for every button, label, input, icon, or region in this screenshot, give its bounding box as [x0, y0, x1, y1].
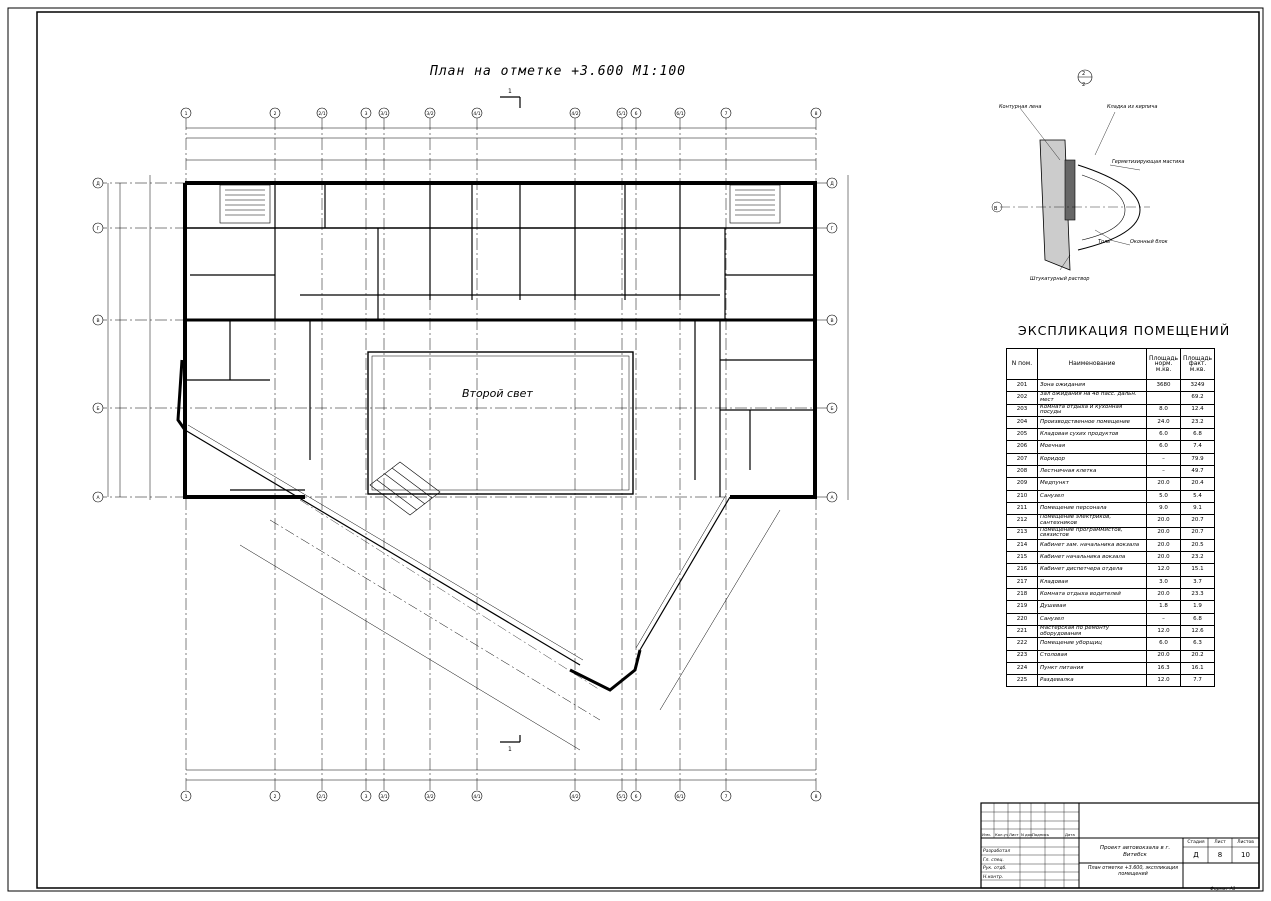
room-area-norm: 20.0	[1147, 539, 1181, 551]
room-name: Кладовая сухих продуктов	[1038, 429, 1147, 441]
stamp-role: Гл. спец.	[983, 857, 1004, 863]
axis-label-top-4: 3/1	[380, 112, 388, 117]
room-area-norm: 12.0	[1147, 675, 1181, 687]
table-row	[1007, 478, 1215, 490]
angled-wing	[178, 360, 780, 750]
detail-callout-bottom: 2	[1082, 82, 1086, 88]
room-number: 222	[1007, 638, 1038, 650]
detail-callout-top: 2	[1082, 71, 1086, 77]
section-cut-marks	[500, 97, 520, 742]
room-area-fact: 12.4	[1181, 404, 1215, 416]
detail-label-tape: Контурная лена	[999, 104, 1042, 110]
room-area-norm: –	[1147, 466, 1181, 478]
table-row	[1007, 429, 1215, 441]
table-row	[1007, 552, 1215, 564]
room-area-norm: 20.0	[1147, 478, 1181, 490]
room-number: 206	[1007, 441, 1038, 453]
table-row	[1007, 490, 1215, 502]
stamp-stage-label: Стадия	[1187, 840, 1205, 845]
table-row	[1007, 601, 1215, 613]
header-norm: Площадь норм. м.кв.	[1147, 349, 1181, 380]
room-area-norm	[1147, 392, 1181, 404]
table-row	[1007, 638, 1215, 650]
room-area-fact: 6.8	[1181, 613, 1215, 625]
room-area-fact: 3249	[1181, 380, 1215, 392]
room-number: 203	[1007, 404, 1038, 416]
axis-label-bottom-4: 3/1	[380, 795, 388, 800]
stamp-role: Разработал	[983, 849, 1011, 854]
room-area-norm: 24.0	[1147, 416, 1181, 428]
detail-axis-label: В	[994, 206, 998, 212]
room-number: 225	[1007, 675, 1038, 687]
axis-label-bottom-1: 2	[273, 795, 277, 800]
room-number: 210	[1007, 490, 1038, 502]
header-num: N пом.	[1007, 349, 1038, 380]
table-row	[1007, 416, 1215, 428]
room-area-norm: 5.0	[1147, 490, 1181, 502]
room-name: Санузел	[1038, 490, 1147, 502]
stamp-stage: Д	[1193, 851, 1199, 859]
room-area-norm: 3680	[1147, 380, 1181, 392]
room-number: 215	[1007, 552, 1038, 564]
room-area-norm: 6.0	[1147, 638, 1181, 650]
axis-label-bottom-8: 5/1	[618, 795, 626, 800]
stamp-sheet-title: План отметке +3.600, экспликация помещений	[1087, 866, 1179, 877]
stamp-col-header: N док.	[1021, 832, 1034, 837]
header-name: Наименование	[1038, 349, 1147, 380]
room-area-norm: 3.0	[1147, 576, 1181, 588]
room-number: 219	[1007, 601, 1038, 613]
axis-label-top-0: 1	[184, 112, 188, 117]
room-name: Пункт питания	[1038, 662, 1147, 674]
room-area-fact: 23.2	[1181, 416, 1215, 428]
room-area-fact: 1.9	[1181, 601, 1215, 613]
table-row	[1007, 625, 1215, 637]
room-name: Помещение электриков, сантехников	[1038, 515, 1147, 527]
axis-label-bottom-5: 3/2	[426, 795, 434, 800]
axis-label-bottom-10: 6/1	[676, 795, 684, 800]
room-area-fact: 3.7	[1181, 576, 1215, 588]
room-area-norm: –	[1147, 453, 1181, 465]
detail-label-plaster: Штукатурный раствор	[1030, 276, 1090, 282]
table-row	[1007, 527, 1215, 539]
table-row	[1007, 564, 1215, 576]
table-row	[1007, 502, 1215, 514]
room-name: Зона ожидания	[1038, 380, 1147, 392]
table-row	[1007, 453, 1215, 465]
table-row	[1007, 466, 1215, 478]
detail-label-roofing: Толь	[1098, 239, 1111, 245]
room-area-fact: 20.4	[1181, 478, 1215, 490]
room-area-fact: 7.7	[1181, 675, 1215, 687]
room-area-norm: 6.0	[1147, 441, 1181, 453]
axis-label-bottom-11: 7	[724, 795, 728, 800]
stamp-col-header: Дата	[1065, 832, 1075, 837]
room-name: Комната отдыха водителей	[1038, 589, 1147, 601]
room-area-fact: 15.1	[1181, 564, 1215, 576]
room-number: 202	[1007, 392, 1038, 404]
room-area-fact: 6.3	[1181, 638, 1215, 650]
stamp-col-header: Лист	[1009, 832, 1019, 837]
room-name: Кабинет зам. начальника вокзала	[1038, 539, 1147, 551]
room-number: 224	[1007, 662, 1038, 674]
table-row	[1007, 539, 1215, 551]
room-area-fact: 5.4	[1181, 490, 1215, 502]
axis-label-bottom-12: 8	[814, 795, 818, 800]
axis-label-top-3: 3	[364, 112, 368, 117]
axis-label-top-7: 4/2	[571, 112, 579, 117]
room-name: Столовая	[1038, 650, 1147, 662]
stamp-sheets-label: Листов	[1237, 840, 1254, 845]
room-name: Кабинет диспетчера отдела	[1038, 564, 1147, 576]
axis-label-top-8: 5/1	[618, 112, 626, 117]
room-number: 217	[1007, 576, 1038, 588]
explication-title: ЭКСПЛИКАЦИЯ ПОМЕЩЕНИЙ	[1018, 323, 1231, 338]
table-row	[1007, 392, 1215, 404]
explication-table	[1006, 348, 1215, 687]
header-fact: Площадь факт. м.кв.	[1181, 349, 1215, 380]
explication-body	[1007, 380, 1215, 687]
room-number: 212	[1007, 515, 1038, 527]
row-axis-label-left-0: Д	[96, 182, 100, 187]
room-area-norm: 20.0	[1147, 650, 1181, 662]
room-area-norm: 12.0	[1147, 564, 1181, 576]
room-name: Комната отдыха и кухонная посуды	[1038, 404, 1147, 416]
row-axis-label-right-1: Г	[830, 227, 834, 232]
room-number: 216	[1007, 564, 1038, 576]
room-area-fact: 7.4	[1181, 441, 1215, 453]
axis-label-top-1: 2	[273, 112, 277, 117]
room-area-fact: 79.9	[1181, 453, 1215, 465]
room-name: Мастерская по ремонту оборудования	[1038, 625, 1147, 637]
detail-label-brick: Кладка из кирпича	[1107, 104, 1158, 110]
column-axis-lines	[186, 118, 816, 790]
section-label-bottom: 1	[508, 746, 512, 753]
row-axis-label-left-2: В	[96, 319, 100, 324]
axis-label-top-12: 8	[814, 112, 818, 117]
table-row	[1007, 380, 1215, 392]
room-name: Медпункт	[1038, 478, 1147, 490]
room-area-fact: 49.7	[1181, 466, 1215, 478]
axis-label-bottom-6: 4/1	[473, 795, 481, 800]
room-area-fact: 23.2	[1181, 552, 1215, 564]
room-name: Душевая	[1038, 601, 1147, 613]
stamp-project: Проект автовокзала в г. Витебск	[1099, 845, 1171, 858]
room-area-fact: 20.2	[1181, 650, 1215, 662]
stamp-col-header: Подпись	[1032, 832, 1050, 837]
interior-partitions	[185, 183, 815, 497]
room-area-norm: 20.0	[1147, 589, 1181, 601]
axis-label-top-5: 3/2	[426, 112, 434, 117]
table-row	[1007, 515, 1215, 527]
row-axis-label-left-3: Б	[96, 407, 100, 412]
stamp-role: Рук. отдб.	[983, 866, 1007, 871]
axis-label-bottom-2: 2/1	[318, 795, 326, 800]
room-name: Раздевалка	[1038, 675, 1147, 687]
room-number: 207	[1007, 453, 1038, 465]
room-number: 204	[1007, 416, 1038, 428]
room-name: Коридор	[1038, 453, 1147, 465]
stamp-sheet-no: 8	[1217, 851, 1223, 859]
room-area-fact: 6.8	[1181, 429, 1215, 441]
room-name: Производственное помещение	[1038, 416, 1147, 428]
room-number: 209	[1007, 478, 1038, 490]
explication-header-row	[1007, 349, 1215, 380]
room-name: Лестничная клетка	[1038, 466, 1147, 478]
row-axis-label-right-3: Б	[830, 407, 834, 412]
plan-title: План на отметке +3.600 М1:100	[430, 64, 686, 79]
room-area-norm: 20.0	[1147, 515, 1181, 527]
row-axis-label-right-2: В	[830, 319, 834, 324]
stamp-format: Формат А1	[1210, 887, 1236, 892]
room-area-fact: 12.6	[1181, 625, 1215, 637]
detail-label-mastic: Герметизирующая мастика	[1112, 159, 1185, 165]
stairs	[220, 185, 780, 515]
room-number: 208	[1007, 466, 1038, 478]
room-number: 201	[1007, 380, 1038, 392]
table-row	[1007, 650, 1215, 662]
room-area-fact: 20.5	[1181, 539, 1215, 551]
room-number: 213	[1007, 527, 1038, 539]
stamp-col-header: Кол.уч	[995, 832, 1009, 837]
axis-label-top-2: 2/1	[318, 112, 326, 117]
room-number: 218	[1007, 589, 1038, 601]
axis-label-top-6: 4/1	[473, 112, 481, 117]
room-area-fact: 16.1	[1181, 662, 1215, 674]
room-name: Кладовая	[1038, 576, 1147, 588]
table-row	[1007, 441, 1215, 453]
dimension-lines	[108, 128, 848, 780]
room-number: 221	[1007, 625, 1038, 637]
room-number: 214	[1007, 539, 1038, 551]
room-area-fact: 9.1	[1181, 502, 1215, 514]
row-axis-label-left-4: А	[96, 496, 100, 501]
room-name: Моечная	[1038, 441, 1147, 453]
table-row	[1007, 662, 1215, 674]
room-area-fact: 20.7	[1181, 527, 1215, 539]
room-area-norm: 20.0	[1147, 552, 1181, 564]
room-name: Помещение уборщиц	[1038, 638, 1147, 650]
room-area-norm: 20.0	[1147, 527, 1181, 539]
room-name: Зал ожидания на 48 пасс. дальн. мест	[1038, 392, 1147, 404]
second-light-label: Второй свет	[462, 387, 533, 400]
table-row	[1007, 576, 1215, 588]
room-number: 223	[1007, 650, 1038, 662]
axis-label-bottom-0: 1	[184, 795, 188, 800]
axis-label-top-9: 6	[634, 112, 638, 117]
room-area-fact: 69.2	[1181, 392, 1215, 404]
stamp-role: Н.контр.	[983, 874, 1004, 880]
table-row	[1007, 613, 1215, 625]
detail-label-window: Оконный блок	[1130, 239, 1168, 245]
room-number: 205	[1007, 429, 1038, 441]
second-light-void	[368, 352, 633, 494]
section-label-top: 1	[508, 88, 512, 95]
room-number: 220	[1007, 613, 1038, 625]
axis-label-bottom-9: 6	[634, 795, 638, 800]
room-area-norm: 6.0	[1147, 429, 1181, 441]
room-area-norm: –	[1147, 613, 1181, 625]
wall-node-detail	[992, 70, 1150, 270]
table-row	[1007, 675, 1215, 687]
stamp-sheets: 10	[1241, 851, 1250, 859]
room-area-fact: 20.7	[1181, 515, 1215, 527]
stamp-sheet-label: Лист	[1214, 840, 1226, 845]
axis-label-bottom-3: 3	[364, 795, 368, 800]
row-axis-label-right-0: Д	[830, 182, 834, 187]
table-row	[1007, 404, 1215, 416]
axis-label-top-10: 6/1	[676, 112, 684, 117]
room-name: Санузел	[1038, 613, 1147, 625]
row-axis-lines	[95, 183, 835, 497]
axis-label-bottom-7: 4/2	[571, 795, 579, 800]
room-area-norm: 1.8	[1147, 601, 1181, 613]
room-area-norm: 8.0	[1147, 404, 1181, 416]
room-area-norm: 9.0	[1147, 502, 1181, 514]
room-number: 211	[1007, 502, 1038, 514]
row-axis-label-left-1: Г	[96, 227, 100, 232]
room-area-fact: 23.3	[1181, 589, 1215, 601]
table-row	[1007, 589, 1215, 601]
axis-label-top-11: 7	[724, 112, 728, 117]
room-name: Кабинет начальника вокзала	[1038, 552, 1147, 564]
stamp-col-header: Изм.	[982, 832, 991, 837]
row-axis-label-right-4: А	[830, 496, 834, 501]
room-name: Помещение программистов, связистов	[1038, 527, 1147, 539]
room-name: Помещение персонала	[1038, 502, 1147, 514]
room-area-norm: 16.3	[1147, 662, 1181, 674]
room-area-norm: 12.0	[1147, 625, 1181, 637]
